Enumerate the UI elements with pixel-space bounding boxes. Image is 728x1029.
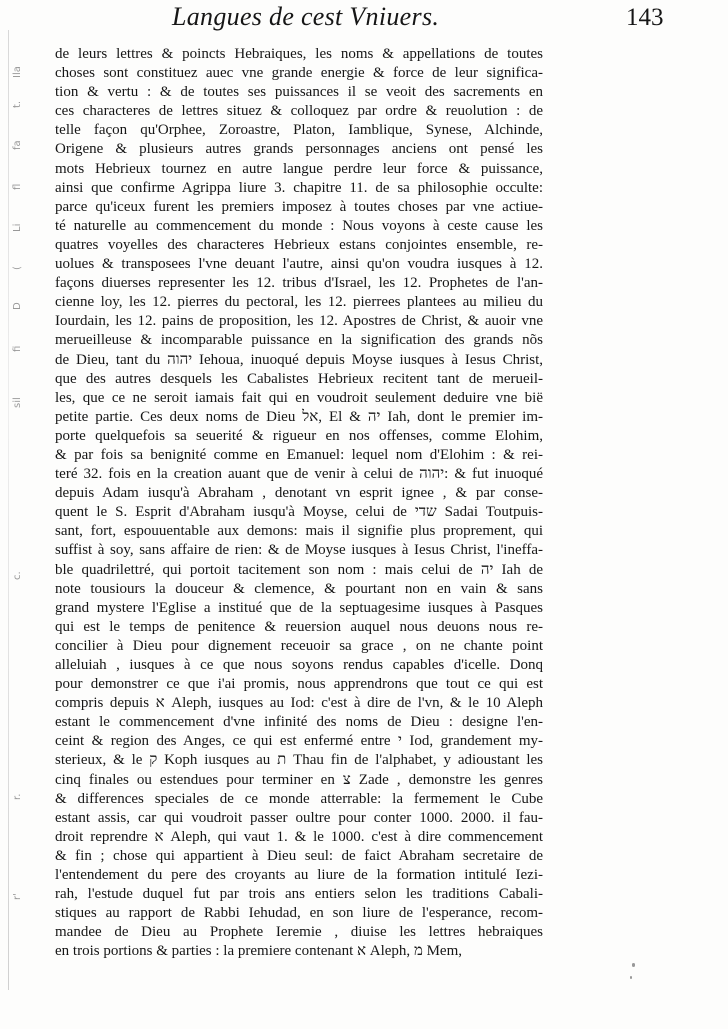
margin-mark: c.	[12, 571, 23, 580]
text-line: qui est le temps de penitence & reuersion auquel nous deuons nous re-	[55, 618, 543, 635]
text-line: Iourdain, les 12. pains de proposition, les 12. Apostres de Christ, & auoir vne	[55, 313, 543, 330]
text-line: ainsi que confirme Agrippa liure 3. chapitre 11. de sa philosophie occulte:	[55, 179, 543, 196]
text-line: teré 32. fois en la creation auant que de venir à celui de יהוה: & fut inuoqué	[55, 466, 543, 483]
text-line: les, que ce ne seroit iamais fait qui en voudroit seulement deduire vne bië	[55, 389, 543, 406]
text-line: tion & vertu : & de toutes ses puissances il se veoit des sacrements en	[55, 84, 543, 101]
text-line: ble quadrilettré, qui portoit tacitement son nom : mais celui de יה Iah de	[55, 561, 544, 578]
margin-mark: r.	[12, 793, 23, 800]
text-line: en trois portions & parties : la premiere contenant א Aleph, מ Mem,	[55, 943, 463, 960]
text-line: telle façon qu'Orphee, Zoroastre, Platon, Iamblique, Synese, Alchinde,	[55, 122, 543, 139]
margin-mark: fa	[12, 140, 23, 150]
text-line: cinq finales ou estendues pour terminer en צ Zade , demonstre les genres	[55, 771, 543, 788]
margin-mark: fi	[12, 345, 23, 352]
text-line: Origene & plusieurs autres grands personnages anciens ont pensé les	[55, 141, 543, 158]
margin-mark: Ila	[12, 66, 23, 78]
text-line: merueilleuse & incomparable puissance en la signification des grands nõs	[55, 332, 543, 349]
text-line: pour demonstrer ce que i'ai promis, nous apprendrons que tout ce qui est	[55, 676, 543, 693]
ink-spot	[632, 963, 635, 967]
text-line: l'entendement du pere des croyants au liure de la formation intitulé Iezi-	[55, 867, 543, 884]
text-line: & differences speciales de ce monde atterrable: la fermement le Cube	[55, 790, 543, 807]
text-line: note tousiours la douceur & clemence, & pourtant non en vain & sans	[55, 580, 543, 597]
text-line: parce qu'iceux furent les premiers imposez à toutes choses par vne actiue-	[55, 198, 543, 215]
text-line: depuis Adam iusqu'à Abraham , denotant vn esprit ignee , & par conse-	[55, 485, 543, 502]
text-line: compris depuis א Aleph, iusques au Iod: c'est à dire de l'vn, & le 10 Aleph	[55, 695, 543, 712]
text-line: té naturelle au commencement du monde : Nous voyons à ceste cause les	[55, 217, 543, 234]
left-margin	[0, 0, 38, 1029]
text-line: suffist à soy, sans affaire de rien: & de Moyse iusques à Iesus Christ, l'ineffa-	[55, 542, 543, 559]
text-line: cienne loy, les 12. pierres du pectoral, les 12. pierrees plantees au milieu du	[55, 294, 543, 311]
text-line: estant assis, car qui voudroit passer oultre pour conter 1000. 2000. il fau-	[55, 809, 543, 826]
text-line: sterieux, & le ק Koph iusques au ת Thau fin de l'alphabet, y adioustant les	[55, 752, 543, 769]
text-line: grand mystere l'Eglise a institué que de la septuagesime iusques à Pasques	[55, 599, 543, 616]
text-line: petite partie. Ces deux noms de Dieu אל, El & יה Iah, dont le premier im-	[55, 408, 543, 425]
text-line: ces characteres de lettres situez & colloquez par ordre & reuolution : de	[55, 103, 543, 120]
text-line: uolues & transposees l'vne deuant l'autre, ainsi qu'on voudra iusques à 12.	[55, 256, 543, 273]
ink-spot	[630, 976, 632, 979]
text-line: mandee de Dieu au Prophete Ieremie , diuise les lettres hebraiques	[55, 924, 543, 941]
text-line: estant le commencement d'vne infinité des noms de Dieu : designe l'en-	[55, 714, 543, 731]
text-line: que des autres desquels les Cabalistes Hebrieux recitent tant de merueil-	[55, 370, 543, 387]
text-line: ceint & region des Anges, ce qui est enfermé entre י Iod, grandement my-	[55, 733, 543, 750]
margin-mark: sil	[12, 397, 23, 408]
text-line: de leurs lettres & poincts Hebraiques, les noms & appellations de toutes	[55, 46, 543, 62]
text-line: quatres voyelles des characteres Hebrieux estans conjointes ensemble, re-	[55, 236, 543, 253]
text-line: de Dieu, tant du יהוה Iehoua, inuoqué depuis Moyse iusques à Iesus Christ,	[55, 351, 544, 368]
text-line: droit reprendre א Aleph, qui vaut 1. & le 1000. c'est à dire commencement	[55, 828, 544, 845]
text-line: mots Hebrieux tournez en autre langue perdre leur force & puissance,	[55, 160, 543, 177]
margin-mark: fl	[12, 183, 23, 190]
text-line: stiques au rapport de Rabbi Iehudad, en son liure de l'esperance, recom-	[55, 905, 543, 922]
text-line: concilier à Dieu pour dignement receuoir sa grace , on ne chante point	[55, 637, 543, 654]
page-number: 143	[626, 4, 664, 31]
text-line: sant, fort, espouuentable aux demons: mais il signifie plus proprement, qui	[55, 523, 543, 540]
text-line: choses sont constituez auec vne grande energie & force de leur significa-	[55, 65, 543, 82]
text-line: porte quelquefois sa seuerité & rigueur en nos offenses, comme Elohim,	[55, 427, 543, 444]
text-line: quent le S. Esprit d'Abraham iusqu'à Moyse, celui de שדי Sadai Toutpuis-	[55, 504, 543, 521]
running-title: Langues de cest Vniuers.	[172, 2, 440, 31]
margin-mark: t.	[12, 100, 23, 108]
margin-mark: Li	[12, 223, 23, 232]
text-line: & par fois sa benignité comme en Emanuel: lequel nom d'Elohim : & rei-	[55, 446, 543, 463]
margin-mark: r'	[12, 893, 23, 900]
text-line: alleluiah , iusques à ce que nous soyons rendus capables d'icelle. Donq	[55, 657, 543, 673]
text-line: rah, l'estude duquel fut par trois ans entiers selon les traditions Cabali-	[55, 886, 543, 903]
running-head	[0, 2, 728, 46]
body-text	[55, 45, 543, 962]
bleed-through-line	[8, 30, 9, 990]
margin-mark: D	[12, 302, 23, 310]
margin-mark: (	[12, 266, 23, 270]
text-line: façons diuerses representer les 12. tribus d'Israel, les 12. Prophetes de l'an-	[55, 275, 543, 292]
text-line: & fin ; chose qui appartient à Dieu seul: de faict Abraham secretaire de	[55, 847, 543, 864]
